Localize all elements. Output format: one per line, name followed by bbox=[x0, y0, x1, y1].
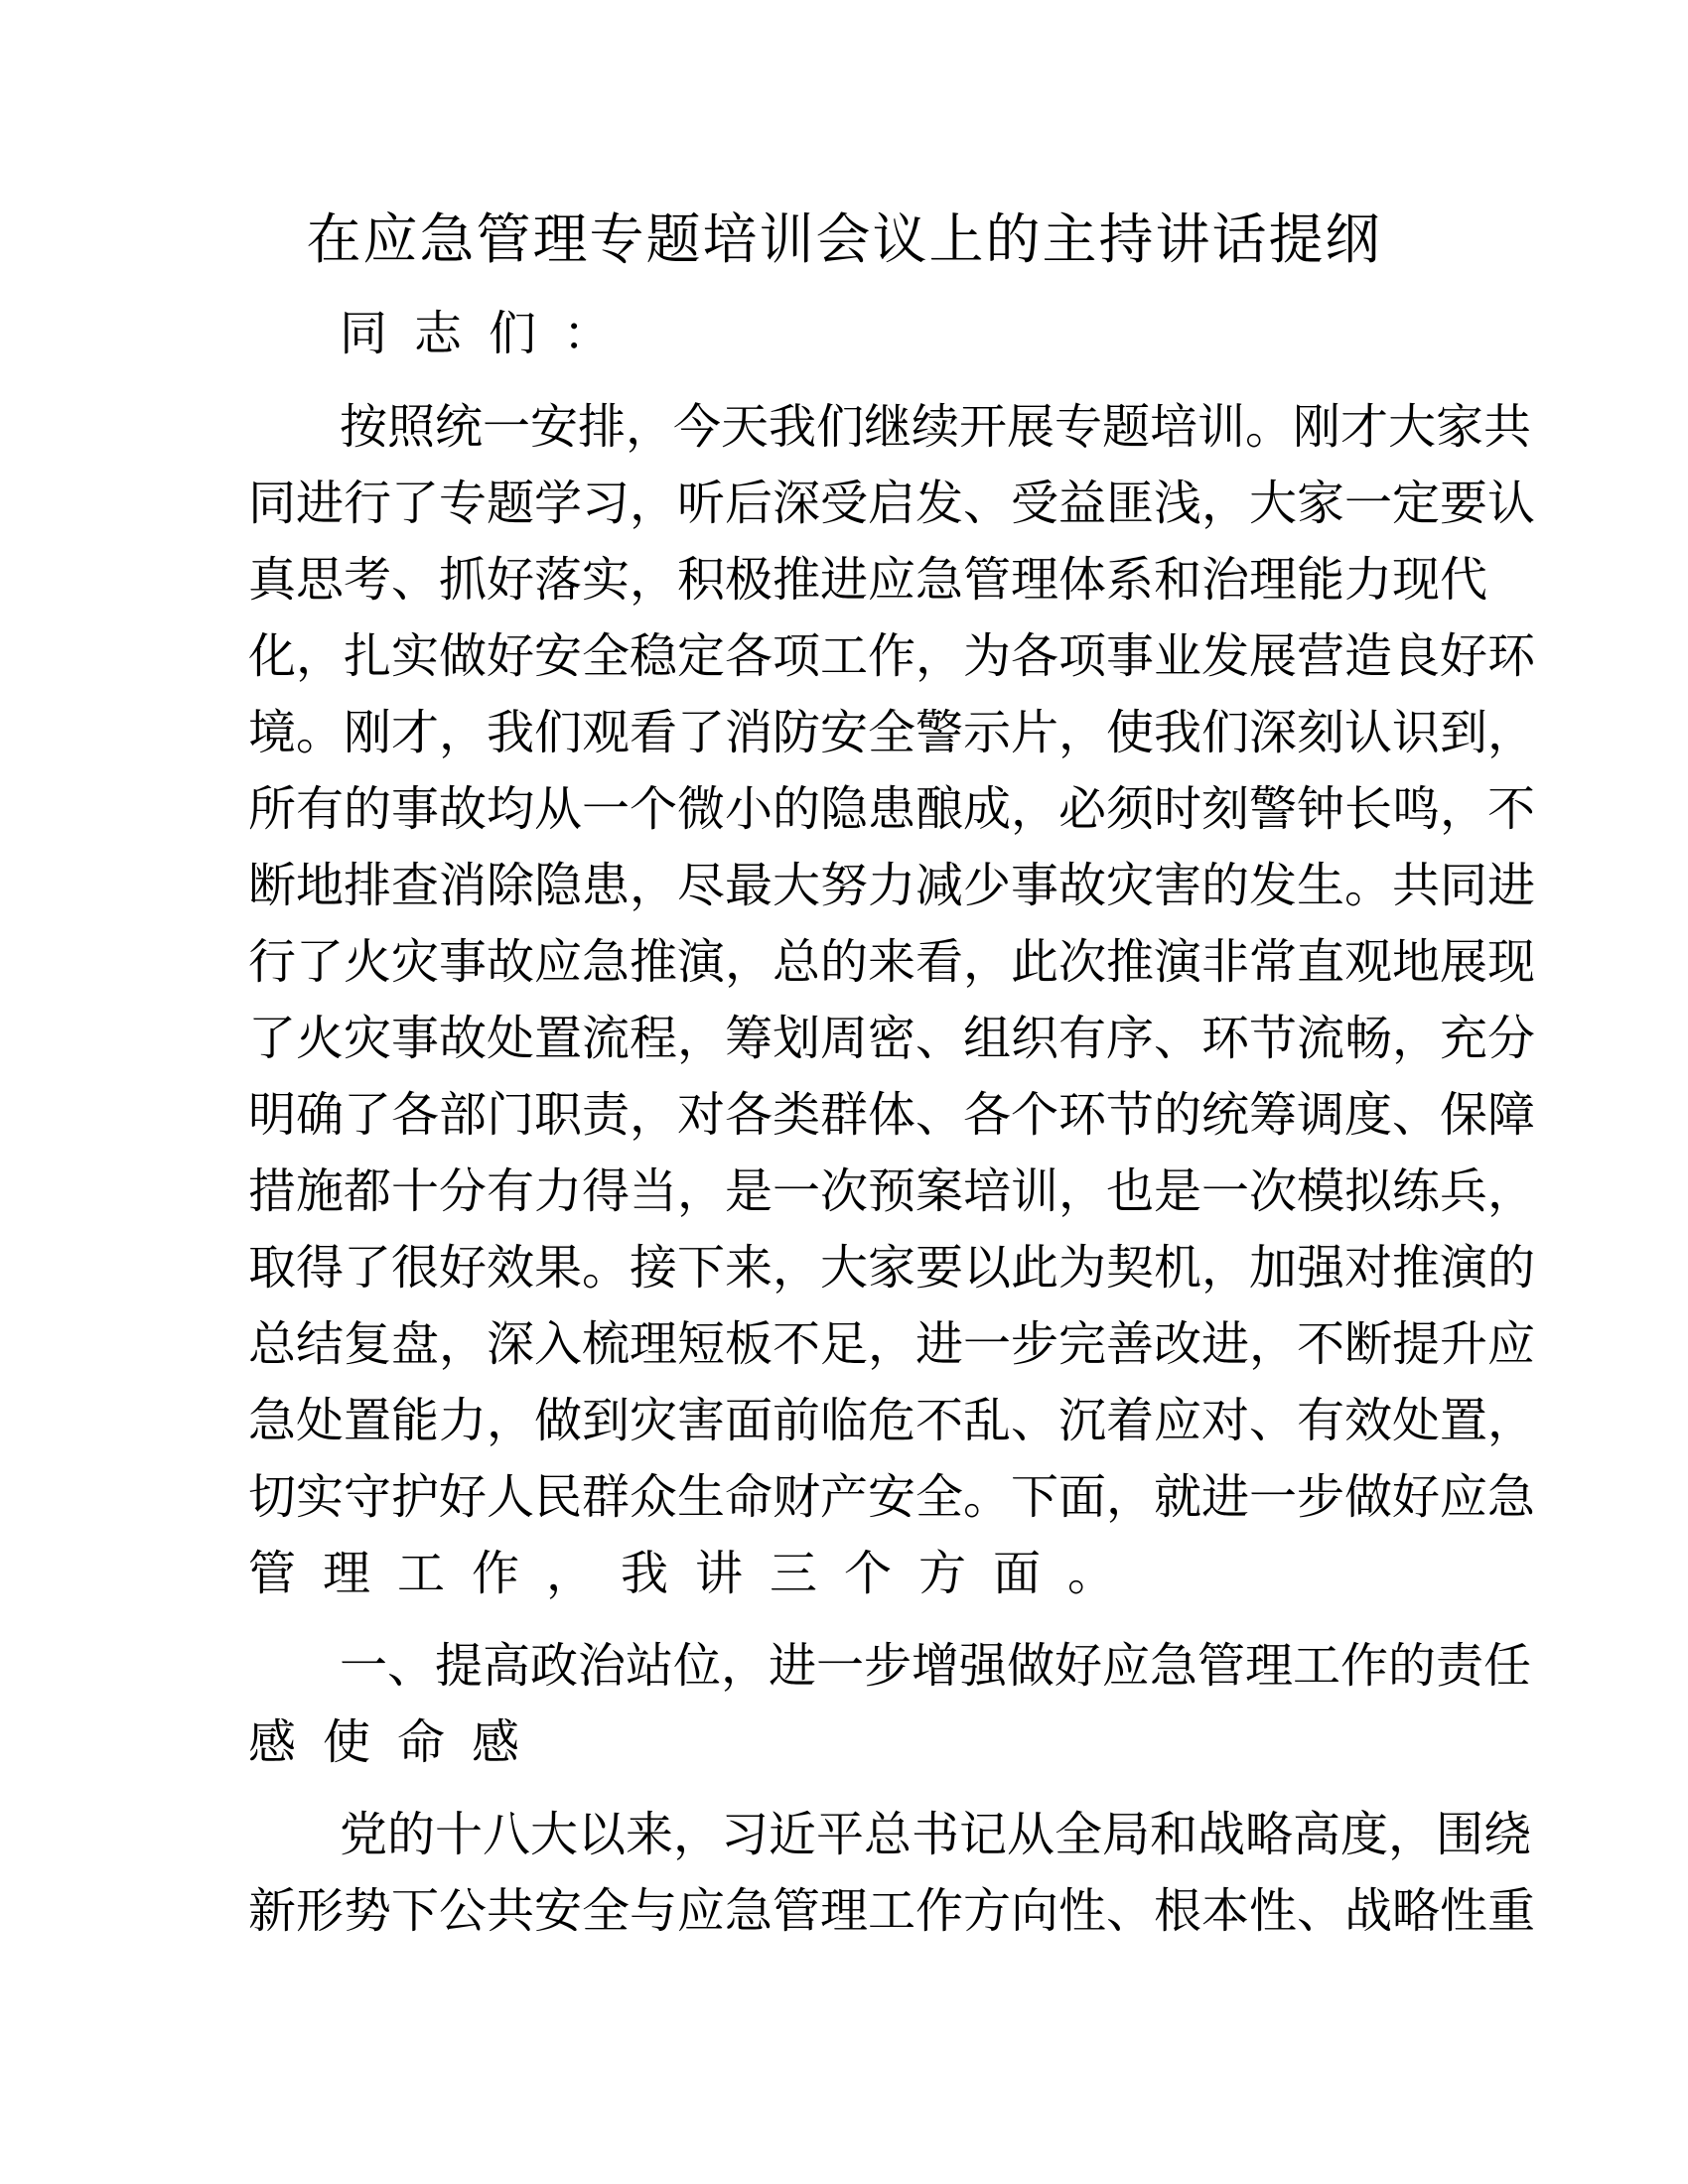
body-line: 按照统一安排，今天我们继续开展专题培训。刚才大家共 bbox=[340, 399, 1532, 455]
body-line: 真思考、抓好落实，积极推进应急管理体系和治理能力现代 bbox=[248, 552, 1488, 608]
body-line: 管理工作，我讲三个方面。 bbox=[248, 1546, 1143, 1601]
section-heading-line: 感使命感 bbox=[248, 1714, 547, 1770]
body-line: 化，扎实做好安全稳定各项工作，为各项事业发展营造良好环 bbox=[248, 628, 1536, 684]
section-heading-line: 一、提高政治站位，进一步增强做好应急管理工作的责任 bbox=[340, 1638, 1532, 1694]
body-line: 境。刚才，我们观看了消防安全警示片，使我们深刻认识到， bbox=[248, 705, 1536, 760]
body-line: 措施都十分有力得当，是一次预案培训，也是一次模拟练兵， bbox=[248, 1163, 1536, 1219]
body-line: 新形势下公共安全与应急管理工作方向性、根本性、战略性重 bbox=[248, 1883, 1536, 1939]
body-line: 了火灾事故处置流程，筹划周密、组织有序、环节流畅，充分 bbox=[248, 1011, 1536, 1066]
salutation-line: 同志们： bbox=[340, 306, 638, 361]
body-line: 急处置能力，做到灾害面前临危不乱、沉着应对、有效处置， bbox=[248, 1393, 1536, 1448]
body-line: 明确了各部门职责，对各类群体、各个环节的统筹调度、保障 bbox=[248, 1087, 1536, 1143]
document-title: 在应急管理专题培训会议上的主持讲话提纲 bbox=[306, 207, 1382, 271]
body-line: 断地排查消除隐患，尽最大努力减少事故灾害的发生。共同进 bbox=[248, 858, 1536, 913]
body-line: 所有的事故均从一个微小的隐患酿成，必须时刻警钟长鸣，不 bbox=[248, 781, 1536, 837]
body-line: 切实守护好人民群众生命财产安全。下面，就进一步做好应急 bbox=[248, 1469, 1536, 1525]
body-line: 行了火灾事故应急推演，总的来看，此次推演非常直观地展现 bbox=[248, 934, 1536, 990]
body-line: 同进行了专题学习，听后深受启发、受益匪浅，大家一定要认 bbox=[248, 476, 1536, 531]
body-line: 总结复盘，深入梳理短板不足，进一步完善改进，不断提升应 bbox=[248, 1316, 1536, 1372]
body-line: 取得了很好效果。接下来，大家要以此为契机，加强对推演的 bbox=[248, 1240, 1536, 1296]
body-line: 党的十八大以来，习近平总书记从全局和战略高度，围绕 bbox=[340, 1807, 1532, 1862]
